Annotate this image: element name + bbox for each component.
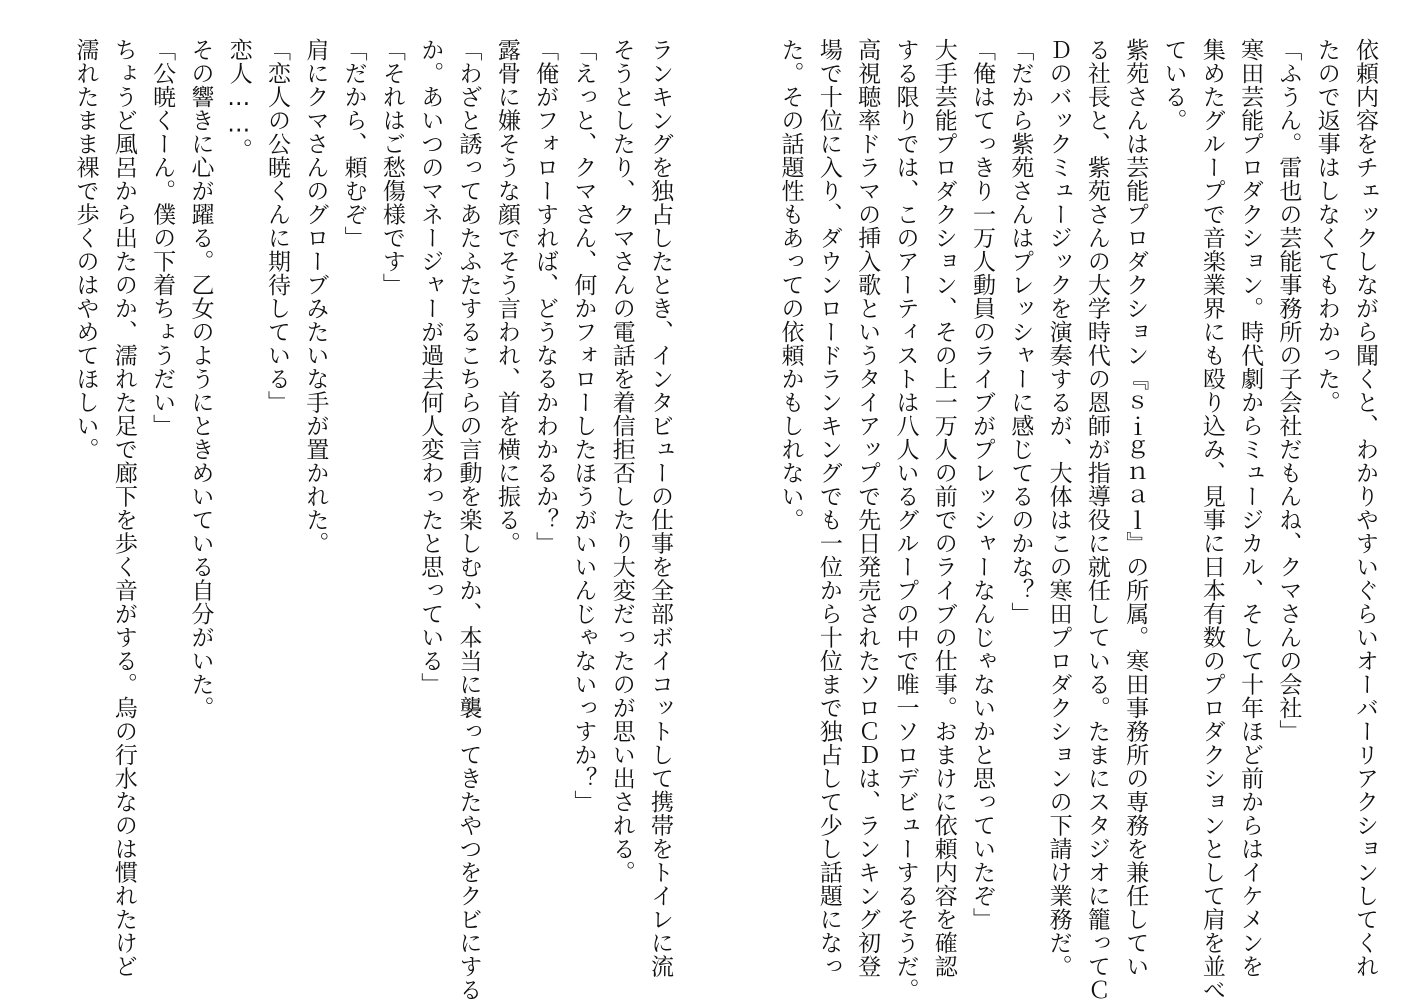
text-line: 大手芸能プロダクション、その上一万人の前でのライブの仕事。おまけに依頼内容を確認: [930, 38, 957, 978]
text-line: 「えっと、クマさん、何かフォローしたほうがいいんじゃないっすか？」: [570, 38, 597, 814]
text-line: たので返事はしなくてもわかった。: [1313, 38, 1340, 414]
left-page-text: [39, 38, 679, 1002]
text-line: 高視聴率ドラマの挿入歌というタイアップで先日発売されたソロＣＤは、ランキング初登: [854, 38, 881, 978]
text-line: 寒田芸能プロダクション。時代劇からミュージカル、そして十年ほど前からはイケメンを: [1237, 38, 1264, 978]
text-line: そうとしたり、クマさんの電話を着信拒否したり大変だったのが思い出される。: [608, 38, 635, 884]
text-line: か。あいつのマネージャーが過去何人変わったと思っている」: [417, 38, 444, 696]
text-line: 「それはご愁傷様です」: [378, 38, 405, 297]
text-line: 「恋人の公暁くんに期待している」: [264, 38, 291, 414]
text-line: 肩にクマさんのグローブみたいな手が置かれた。: [302, 38, 329, 555]
text-line: 場で十位に入り、ダウンロードランキングでも一位から十位まで独占して少し話題になっ: [815, 38, 842, 978]
text-line: 恋人……。: [225, 38, 252, 162]
text-line: その響きに心が躍る。乙女のようにときめいている自分がいた。: [187, 38, 214, 720]
text-line: ている。: [1160, 38, 1187, 132]
text-line: する限りでは、このアーティストは八人いるグループの中で唯一ソロデビューするそうだ。: [892, 38, 919, 1002]
text-line: Ｄのバックミュージックを演奏するが、大体はこの寒田プロダクションの下請け業務だ。: [1045, 38, 1072, 978]
text-line: る社長と、紫苑さんの大学時代の恩師が指導役に就任している。たまにスタジオに籠ってＣ: [1083, 38, 1110, 1002]
text-line: 依頼内容をチェックしながら聞くと、わかりやすいぐらいオーバーリアクションしてくれ: [1352, 38, 1378, 978]
text-line: 「だから、頼むぞ」: [340, 38, 367, 250]
text-line: 集めたグループで音楽業界にも殴り込み、見事に日本有数のプロダクションとして肩を並べ: [1198, 38, 1225, 1002]
text-line: 「ふうん。雷也の芸能事務所の子会社だもんね、クマさんの会社」: [1275, 38, 1302, 743]
text-line: 濡れたまま裸で歩くのはやめてほしい。: [72, 38, 99, 461]
text-line: た。その話題性もあっての依頼かもしれない。: [777, 38, 804, 532]
text-line: 「公暁くーん。僕の下着ちょうだい」: [149, 38, 176, 438]
text-line: 「俺がフォローすれば、どうなるかわかるか？」: [532, 38, 559, 555]
text-line: ちょうど風呂から出たのか、濡れた足で廊下を歩く音がする。烏の行水なのは慣れたけど: [110, 38, 137, 978]
text-line: 「だから紫苑さんはプレッシャーに感じてるのかな？」: [1007, 38, 1034, 626]
text-line: 露骨に嫌そうな顔でそう言われ、首を横に振る。: [493, 38, 520, 555]
text-line: ランキングを独占したとき、インタビューの仕事を全部ボイコットして携帯をトイレに流: [647, 38, 673, 978]
text-line: 「俺はてっきり一万人動員のライブがプレッシャーなんじゃないかと思っていたぞ」: [969, 38, 996, 931]
text-line: 「わざと誘ってあたふたするこちらの言動を楽しむか、本当に襲ってきたやつをクビにする: [455, 38, 482, 1002]
text-line: 紫苑さんは芸能プロダクション『ｓｉｇｎａｌ』の所属。寒田事務所の専務を兼任してい: [1122, 38, 1149, 978]
right-page-text: [777, 38, 1384, 1002]
